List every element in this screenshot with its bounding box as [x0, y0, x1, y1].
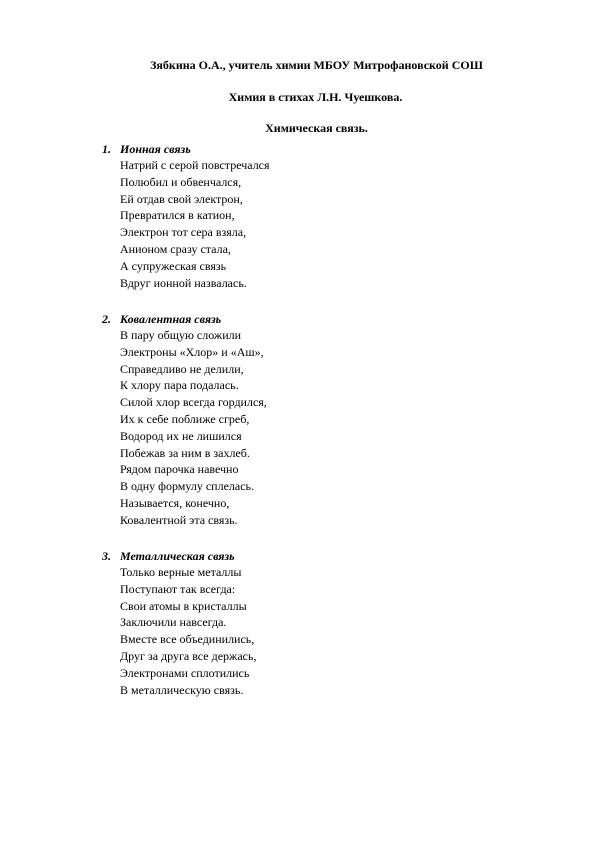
poem-line: Ковалентной эта связь. — [120, 512, 238, 527]
poem-line: Электронами сплотились — [120, 665, 250, 680]
poem-line: В одну формулу сплелась. — [120, 479, 255, 494]
poem-line: Водород их не лишился — [120, 428, 242, 443]
section-heading — [102, 141, 270, 157]
poem-line: В металлическую связь. — [120, 682, 244, 697]
poem-line: Называется, конечно, — [120, 495, 230, 510]
author-line: Зябкина О.А., учитель химии МБОУ Митрофановской СОШ — [150, 58, 483, 72]
poem-line: Побежав за ним в захлеб. — [120, 445, 250, 460]
poem-lines — [102, 157, 270, 291]
poem-line: Вдруг ионной назвалась. — [120, 275, 247, 290]
poem-line: Их к себе поближе сгреб, — [120, 411, 250, 426]
document-title: Химическая связь. — [265, 121, 368, 135]
collection-line: Химия в стихах Л.Н. Чуешкова. — [228, 90, 403, 104]
section-ionic-bond — [102, 141, 270, 291]
poem-line: Превратился в катион, — [120, 208, 235, 223]
poem-line: Электроны «Хлор» и «Аш», — [120, 344, 264, 359]
poem-line: Натрий с серой повстречался — [120, 158, 270, 172]
section-title: Металлическая связь — [120, 549, 235, 563]
poem-line: А супружеская связь — [120, 258, 227, 273]
poem-lines — [102, 327, 267, 529]
section-number: 2. — [102, 312, 111, 326]
section-metallic-bond — [102, 548, 256, 698]
poem-line: Полюбил и обвенчался, — [120, 174, 242, 189]
section-heading — [102, 548, 256, 564]
section-covalent-bond — [102, 311, 267, 529]
poem-line: Ей отдав свой электрон, — [120, 191, 243, 206]
section-title: Ковалентная связь — [120, 312, 222, 326]
poem-line: Поступают так всегда: — [120, 581, 236, 596]
poem-line: Анионом сразу стала, — [120, 241, 231, 256]
poem-line: Силой хлор всегда гордился, — [120, 395, 267, 410]
poem-line: Справедливо не делили, — [120, 361, 244, 376]
poem-line: Электрон тот сера взяла, — [120, 225, 247, 240]
poem-line: В пару общую сложили — [120, 328, 242, 342]
poem-line: Вместе все объединились, — [120, 632, 255, 647]
poem-line: Рядом парочка навечно — [120, 462, 239, 477]
poem-lines — [102, 564, 256, 698]
section-heading — [102, 311, 267, 327]
section-number: 1. — [102, 142, 111, 156]
poem-line: Заключили навсегда. — [120, 615, 227, 630]
poem-line: Только верные металлы — [120, 565, 242, 579]
poem-line: Свои атомы в кристаллы — [120, 598, 247, 613]
section-number: 3. — [102, 549, 111, 563]
poem-line: Друг за друга все держась, — [120, 648, 257, 663]
poem-line: К хлору пара подалась. — [120, 378, 239, 393]
section-title: Ионная связь — [120, 142, 191, 156]
